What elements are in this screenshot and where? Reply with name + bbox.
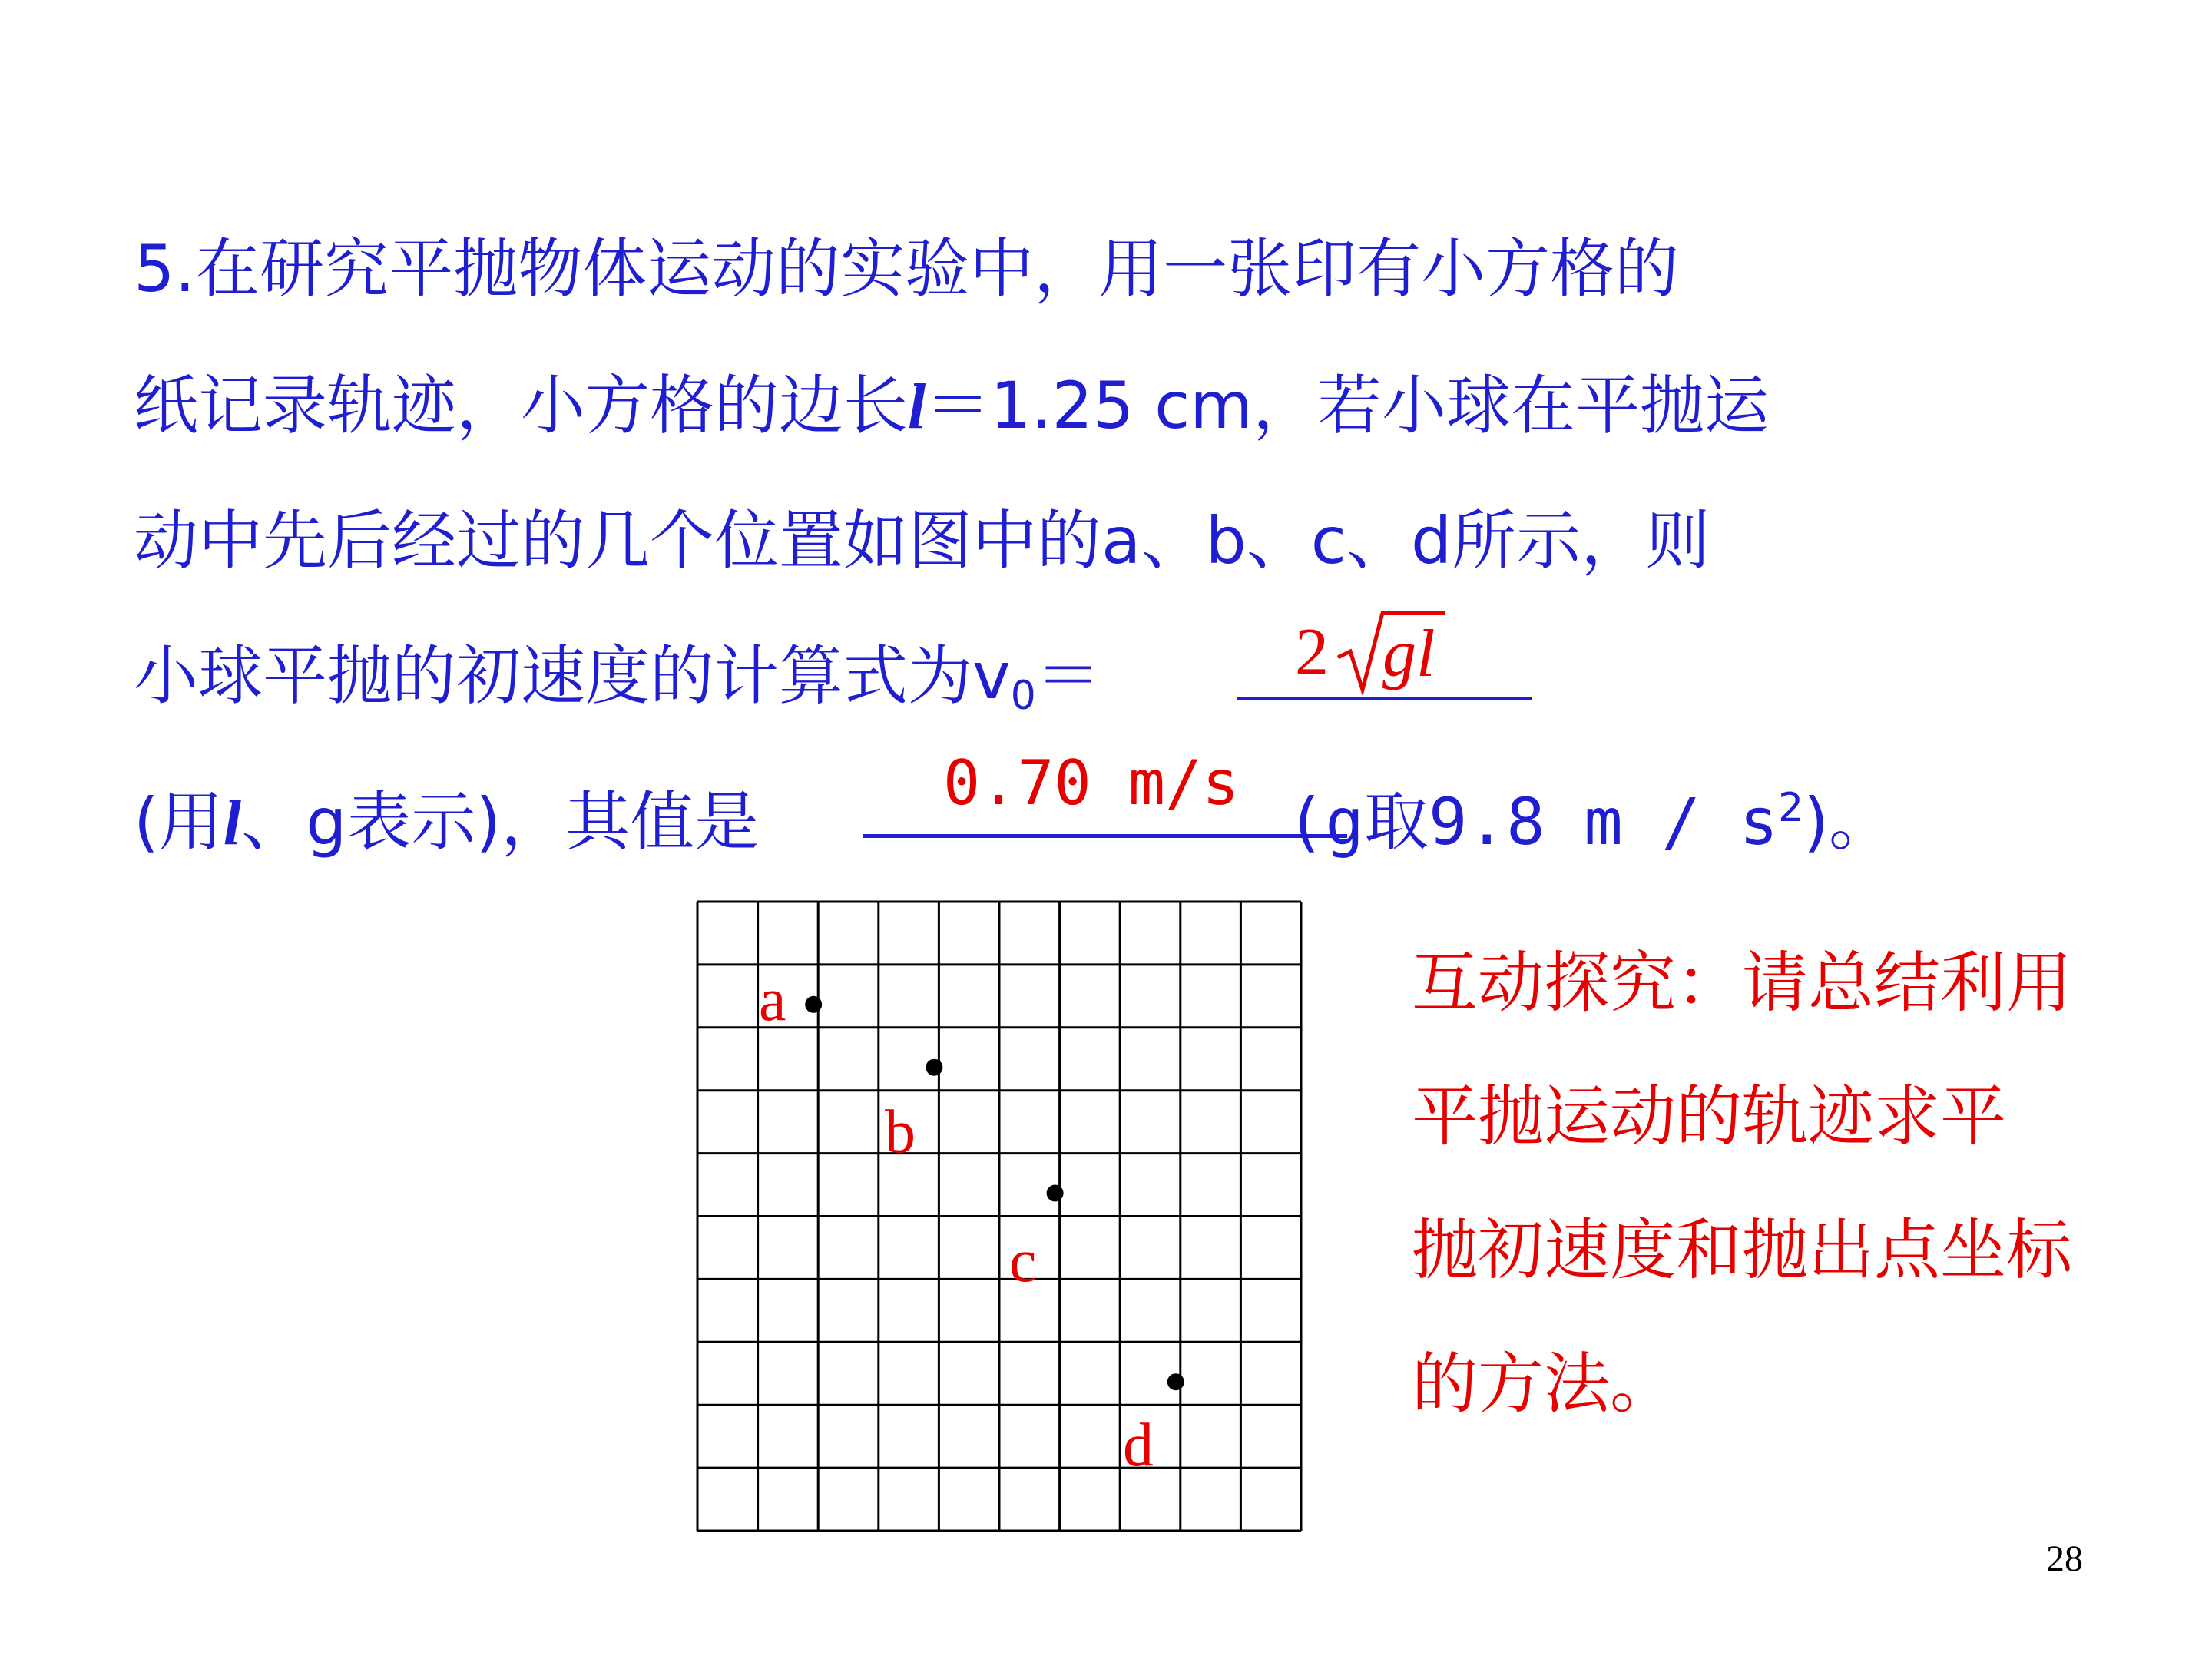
question-text: )。: [1803, 784, 1893, 859]
trajectory-point-b: [926, 1059, 942, 1076]
question-line-2: [134, 367, 1769, 445]
question-text: (用: [134, 784, 224, 859]
point-label-b: b: [885, 1098, 916, 1166]
page-number: 28: [2046, 1538, 2083, 1579]
variable-l: l: [223, 787, 242, 859]
question-text: 5.在研究平抛物体运动的实验中，用一张印有小方格的: [134, 231, 1680, 306]
point-label-a: a: [759, 966, 786, 1034]
grid-figure: [696, 900, 1303, 1532]
question-text: 纸记录轨迹，小方格的边长: [134, 368, 909, 443]
subscript-zero: 0: [1010, 673, 1036, 719]
question-text: (g取9.8 m / s: [1247, 784, 1779, 859]
superscript-two: 2: [1778, 785, 1804, 831]
formula-radicand: gl: [1382, 617, 1435, 691]
question-line-1: [134, 230, 1679, 307]
question-text: 动中先后经过的几个位置如图中的a、b、c、d所示，则: [134, 503, 1710, 578]
answer-blank-2: [863, 834, 1347, 838]
trajectory-point-a: [805, 996, 822, 1013]
hint-line-4: 的方法。: [1412, 1346, 1676, 1422]
sqrt-bar: [1381, 611, 1445, 615]
trajectory-point-c: [1047, 1185, 1064, 1202]
question-text: 、g表示)，其值是: [241, 784, 760, 859]
answer-formula: [1295, 614, 1329, 691]
hint-line-1: 互动探究：请总结利用: [1412, 945, 2072, 1022]
question-text: ＝: [1035, 638, 1101, 714]
answer-value: [943, 745, 1239, 822]
variable-l: l: [908, 371, 926, 442]
hint-line-2: 平抛运动的轨迹求平: [1412, 1078, 2006, 1155]
hint-line-3: 抛初速度和抛出点坐标: [1412, 1212, 2072, 1289]
question-line-3: [134, 502, 1710, 579]
point-label-c: c: [1009, 1227, 1037, 1295]
formula-coefficient: 2: [1295, 615, 1329, 690]
question-text: ＝1.25 cm，若小球在平抛运: [926, 368, 1770, 443]
question-text: 小球平抛的初速度的计算式为v: [134, 638, 1011, 714]
grid-svg: [696, 900, 1303, 1532]
question-line-4: [134, 637, 1101, 734]
point-label-d: d: [1123, 1412, 1154, 1479]
sqrt-sign-icon: [1335, 607, 1387, 699]
trajectory-point-d: [1167, 1373, 1184, 1390]
answer-value-text: 0.70 m/s: [943, 747, 1240, 819]
